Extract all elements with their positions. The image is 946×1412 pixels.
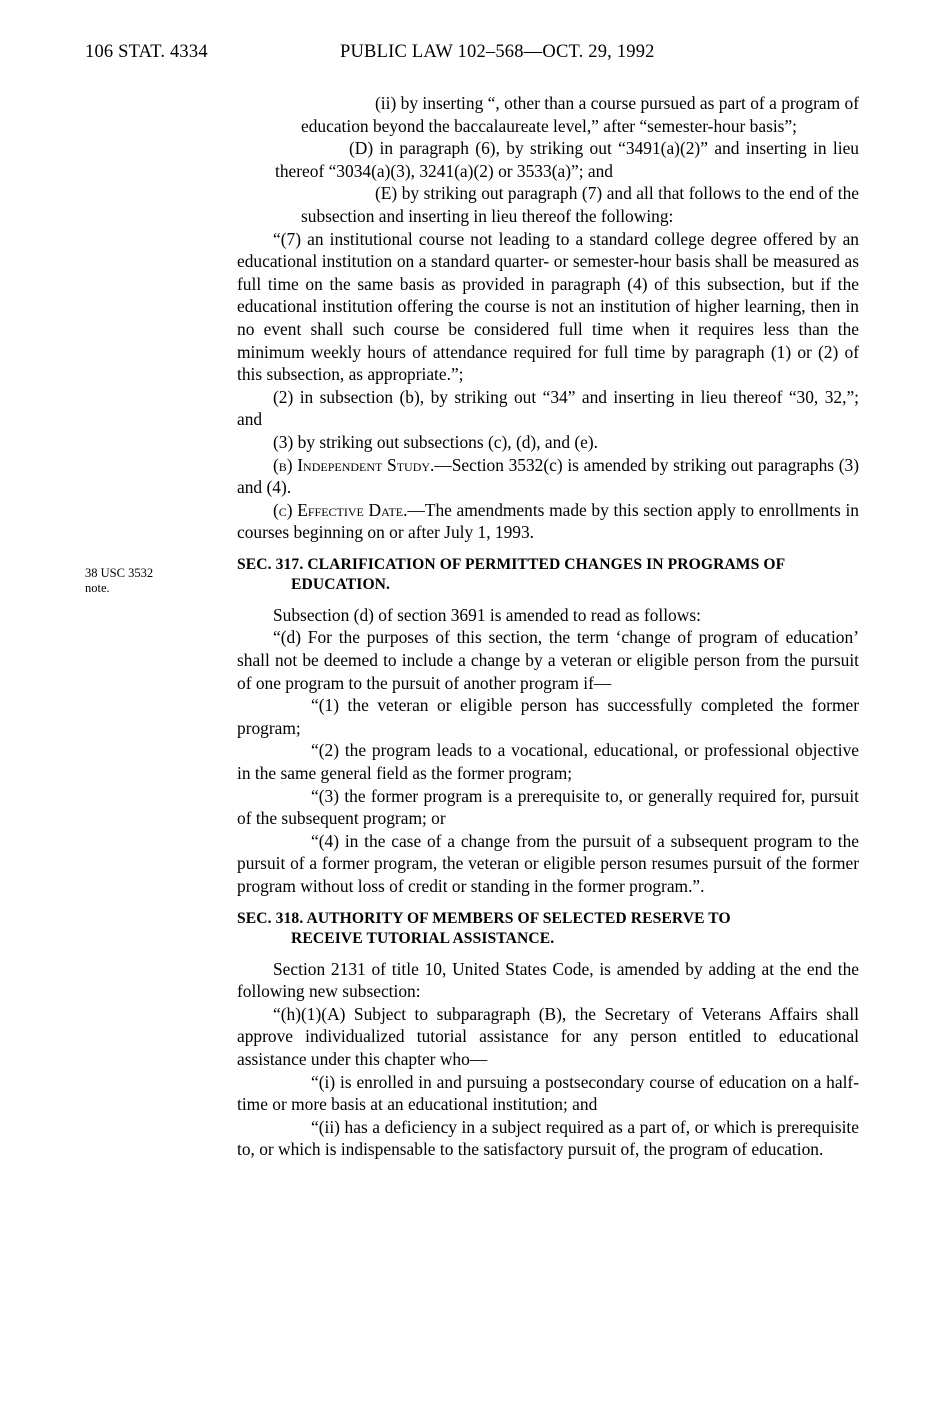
- clause-2: “(2) the program leads to a vocational, educational, or professional objective in the same general field as the former program;: [237, 740, 859, 784]
- clause-3: “(3) the former program is a prerequisite to, or generally required for, pursuit of the subsequent program; or: [237, 785, 859, 829]
- quoted-subsection-h: “(h)(1)(A) Subject to subparagraph (B), the Secretary of Veterans Affairs shall approve individualized tutorial assistance for any person entitled to educational assistance under this chapter who—: [237, 1003, 859, 1069]
- clause-i: “(i) is enrolled in and pursuing a postsecondary course of education on a half-time or more basis at an educational institution; and: [237, 1071, 859, 1115]
- paragraph-3: (3) by striking out subsections (c), (d), and (e).: [273, 431, 599, 452]
- public-law-citation: PUBLIC LAW 102–568—OCT. 29, 1992: [340, 42, 655, 62]
- section-318-heading-line-2: RECEIVE TUTORIAL ASSISTANCE.: [291, 929, 555, 947]
- quoted-subsection-d: “(d) For the purposes of this section, the term ‘change of program of education’ shall not be deemed to include a change by a veteran or eligible person from the pursuit of one program to the pursuit of another program if—: [237, 627, 859, 693]
- paragraph-2: (2) in subsection (b), by striking out “34” and inserting in lieu thereof “30, 32,”; and: [237, 386, 859, 430]
- margin-note: [85, 566, 225, 596]
- section-318-heading: [237, 909, 859, 949]
- subsection-b-independent-study: [237, 454, 859, 499]
- section-317-heading-line-2: EDUCATION.: [291, 575, 391, 593]
- clause-ii: “(ii) has a deficiency in a subject required as a part of, or which is prerequisite to, or which is indispensable to the satisfactory pursuit of, the program of education.: [237, 1116, 859, 1160]
- subsection-c-label: (c) Effective Date.—: [273, 499, 425, 520]
- margin-note-line-2: note.: [85, 581, 110, 595]
- statute-citation: 106 STAT. 4334: [85, 42, 208, 62]
- margin-note-line-1: 38 USC 3532: [85, 566, 154, 580]
- clause-1: “(1) the veteran or eligible person has successfully completed the former program;: [237, 695, 859, 738]
- paragraph-7: “(7) an institutional course not leading to a standard college degree offered by an educational institution on a standard quarter- or semester-hour basis shall be measured as full time on the same basis as provided in paragraph (4) of this subsection, but if the educational institution offering the course is not an institution of higher learning, then in no event shall such course be considered full time when it requires less than the minimum weekly hours of attendance required for full time by paragraph (1) or (2) of this subsection, as appropriate.”;: [237, 228, 859, 385]
- section-318-intro: Section 2131 of title 10, United States Code, is amended by adding at the end the following new subsection:: [237, 958, 859, 1002]
- section-318-heading-line-1: SEC. 318. AUTHORITY OF MEMBERS OF SELECTED RESERVE TO: [237, 909, 731, 927]
- page-header: [0, 42, 946, 66]
- clause-4: “(4) in the case of a change from the pursuit of a subsequent program to the pursuit of a former program, the veteran or eligible person resumes pursuit of the former program without loss of credit or standing in the former program.”.: [237, 830, 859, 896]
- subsection-b-label: (b) Independent Study.—: [273, 454, 452, 475]
- document-body: [237, 92, 859, 1161]
- paragraph-d: (D) in paragraph (6), by striking out “3491(a)(2)” and inserting in lieu thereof “3034(a)(3), 3241(a)(2) or 3533(a)”; and: [275, 138, 859, 181]
- section-317-intro: Subsection (d) of section 3691 is amended to read as follows:: [273, 604, 701, 625]
- section-317-heading: [237, 555, 859, 595]
- paragraph-e: (E) by striking out paragraph (7) and all that follows to the end of the subsection and inserting in lieu thereof the following:: [301, 183, 859, 226]
- subsection-b-text: Section 3532(c) is amended by striking out paragraphs (3) and (4).: [237, 454, 859, 498]
- subsection-c-effective-date: [237, 499, 859, 544]
- section-317-heading-line-1: SEC. 317. CLARIFICATION OF PERMITTED CHANGES IN PROGRAMS OF: [237, 555, 786, 573]
- subsection-c-text: The amendments made by this section apply to enrollments in courses beginning on or after July 1, 1993.: [237, 499, 860, 543]
- paragraph-ii: (ii) by inserting “, other than a course pursued as part of a program of education beyond the baccalaureate level,” after “semester-hour basis”;: [301, 93, 859, 136]
